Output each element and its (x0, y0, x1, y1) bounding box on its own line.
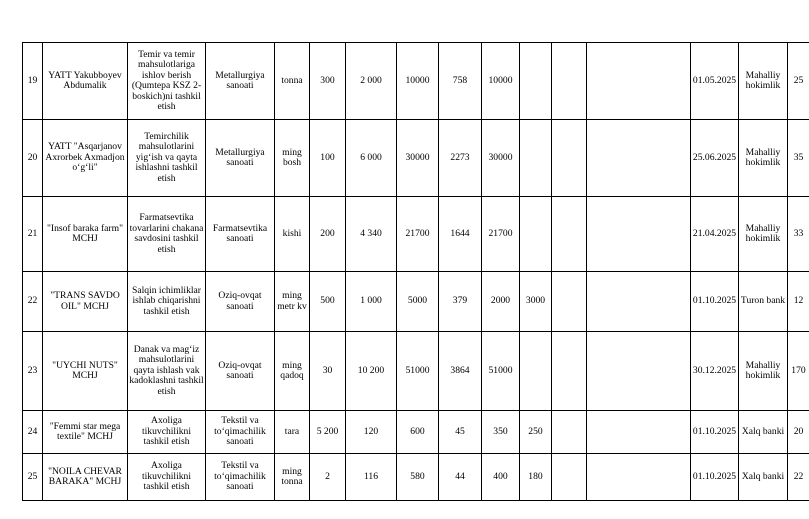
industry-sector: Tekstil va to‘qimachilik sanoati (206, 454, 275, 501)
project-description: Danak va mag‘iz mahsulotlarini qayta ishlash vak kadoklashni tashkil etish (128, 332, 206, 411)
jobs-count: 22 (788, 454, 809, 501)
launch-date: 25.06.2025 (691, 120, 739, 197)
value-2: 10000 (397, 43, 439, 120)
jobs-count: 20 (788, 411, 809, 454)
company-name: "Insof baraka farm" MCHJ (43, 197, 128, 272)
jobs-count: 12 (788, 272, 809, 332)
capacity: 2 (310, 454, 346, 501)
value-1: 1 000 (346, 272, 397, 332)
value-7 (587, 411, 691, 454)
industry-sector: Metallurgiya sanoati (206, 43, 275, 120)
responsible-party: Xalq banki (739, 454, 788, 501)
company-name: YATT "Asqarjanov Axrorbek Axmadjon o‘g‘li" (43, 120, 128, 197)
industry-sector: Oziq-ovqat sanoati (206, 272, 275, 332)
value-1: 2 000 (346, 43, 397, 120)
value-6 (552, 197, 587, 272)
unit: kishi (275, 197, 310, 272)
project-description: Farmatsevtika tovarlarini chakana savdosini tashkil etish (128, 197, 206, 272)
capacity: 500 (310, 272, 346, 332)
capacity: 200 (310, 197, 346, 272)
unit: ming metr kv (275, 272, 310, 332)
value-7 (587, 197, 691, 272)
table-row (23, 454, 809, 501)
responsible-party: Mahalliy hokimlik (739, 197, 788, 272)
launch-date: 01.05.2025 (691, 43, 739, 120)
launch-date: 01.10.2025 (691, 272, 739, 332)
row-number: 22 (23, 272, 43, 332)
value-6 (552, 332, 587, 411)
company-name: "Femmi star mega textile" MCHJ (43, 411, 128, 454)
value-5: 180 (520, 454, 552, 501)
company-name: YATT Yakubboyev Abdumalik (43, 43, 128, 120)
row-number: 19 (23, 43, 43, 120)
value-2: 580 (397, 454, 439, 501)
value-3: 758 (439, 43, 482, 120)
unit: ming qadoq (275, 332, 310, 411)
value-3: 2273 (439, 120, 482, 197)
launch-date: 21.04.2025 (691, 197, 739, 272)
row-number: 25 (23, 454, 43, 501)
industry-sector: Tekstil va to‘qimachilik sanoati (206, 411, 275, 454)
unit: ming bosh (275, 120, 310, 197)
value-7 (587, 332, 691, 411)
responsible-party: Mahalliy hokimlik (739, 332, 788, 411)
value-1: 6 000 (346, 120, 397, 197)
value-4: 10000 (482, 43, 520, 120)
table-row (23, 43, 809, 120)
launch-date: 30.12.2025 (691, 332, 739, 411)
value-4: 51000 (482, 332, 520, 411)
value-3: 3864 (439, 332, 482, 411)
value-5 (520, 120, 552, 197)
value-4: 30000 (482, 120, 520, 197)
value-1: 120 (346, 411, 397, 454)
value-3: 1644 (439, 197, 482, 272)
project-description: Temirchilik mahsulotlarini yig‘ish va qayta ishlashni tashkil etish (128, 120, 206, 197)
value-5: 3000 (520, 272, 552, 332)
table-row (23, 411, 809, 454)
value-6 (552, 272, 587, 332)
table-row (23, 197, 809, 272)
value-4: 21700 (482, 197, 520, 272)
row-number: 24 (23, 411, 43, 454)
value-2: 51000 (397, 332, 439, 411)
value-4: 2000 (482, 272, 520, 332)
project-description: Axoliga tikuvchilikni tashkil etish (128, 454, 206, 501)
jobs-count: 33 (788, 197, 809, 272)
value-6 (552, 120, 587, 197)
table-row (23, 120, 809, 197)
unit: ming tonna (275, 454, 310, 501)
value-3: 44 (439, 454, 482, 501)
value-7 (587, 120, 691, 197)
value-5 (520, 43, 552, 120)
value-5 (520, 197, 552, 272)
responsible-party: Mahalliy hokimlik (739, 43, 788, 120)
value-5 (520, 332, 552, 411)
launch-date: 01.10.2025 (691, 411, 739, 454)
capacity: 5 200 (310, 411, 346, 454)
industry-sector: Metallurgiya sanoati (206, 120, 275, 197)
responsible-party: Xalq banki (739, 411, 788, 454)
value-1: 4 340 (346, 197, 397, 272)
capacity: 300 (310, 43, 346, 120)
jobs-count: 25 (788, 43, 809, 120)
company-name: "TRANS SAVDO OIL" MCHJ (43, 272, 128, 332)
value-1: 10 200 (346, 332, 397, 411)
value-6 (552, 411, 587, 454)
value-6 (552, 454, 587, 501)
value-7 (587, 272, 691, 332)
capacity: 100 (310, 120, 346, 197)
value-2: 600 (397, 411, 439, 454)
value-2: 30000 (397, 120, 439, 197)
responsible-party: Turon bank (739, 272, 788, 332)
project-description: Axoliga tikuvchilikni tashkil etish (128, 411, 206, 454)
value-7 (587, 43, 691, 120)
jobs-count: 35 (788, 120, 809, 197)
launch-date: 01.10.2025 (691, 454, 739, 501)
value-7 (587, 454, 691, 501)
value-2: 5000 (397, 272, 439, 332)
row-number: 20 (23, 120, 43, 197)
value-4: 400 (482, 454, 520, 501)
jobs-count: 170 (788, 332, 809, 411)
company-name: "NOILA CHEVAR BARAKA" MCHJ (43, 454, 128, 501)
value-6 (552, 43, 587, 120)
value-1: 116 (346, 454, 397, 501)
unit: tonna (275, 43, 310, 120)
unit: tara (275, 411, 310, 454)
project-description: Salqin ichimliklar ishlab chiqarishni tashkil etish (128, 272, 206, 332)
industry-sector: Farmatsevtika sanoati (206, 197, 275, 272)
projects-table (22, 42, 809, 501)
capacity: 30 (310, 332, 346, 411)
table-row (23, 332, 809, 411)
industry-sector: Oziq-ovqat sanoati (206, 332, 275, 411)
row-number: 23 (23, 332, 43, 411)
row-number: 21 (23, 197, 43, 272)
table-row (23, 272, 809, 332)
value-5: 250 (520, 411, 552, 454)
value-3: 45 (439, 411, 482, 454)
value-3: 379 (439, 272, 482, 332)
project-description: Temir va temir mahsulotlariga ishlov berish (Qumtepa KSZ 2- boskich)ni tashkil etish (128, 43, 206, 120)
responsible-party: Mahalliy hokimlik (739, 120, 788, 197)
value-4: 350 (482, 411, 520, 454)
value-2: 21700 (397, 197, 439, 272)
company-name: "UYCHI NUTS" MCHJ (43, 332, 128, 411)
